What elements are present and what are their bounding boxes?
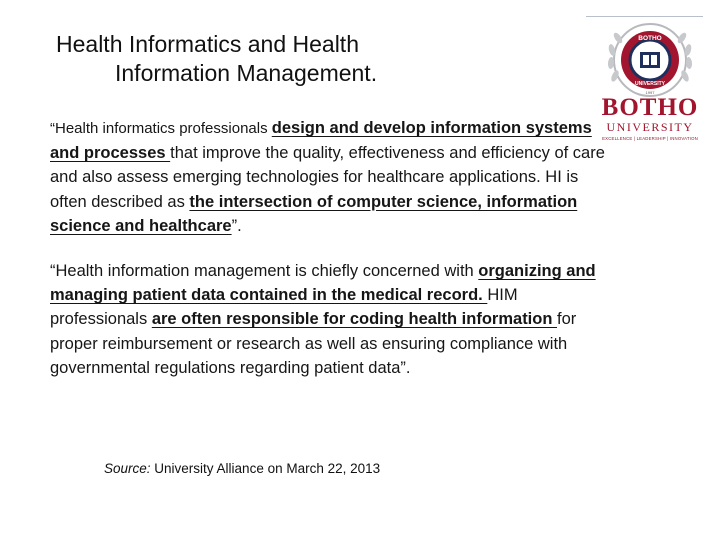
logo-subtitle: UNIVERSITY (606, 120, 694, 134)
paragraph2-text-2: HIM professionals (50, 286, 518, 329)
paragraph2-text-3: for proper reimbursement or research as well as ensuring compliance with governmental regulations regarding patient data”. (50, 310, 577, 377)
health-informatics-paragraph (50, 116, 605, 238)
health-information-management-paragraph (50, 259, 605, 380)
title-line-2: Information Management. (115, 60, 378, 86)
source-label: Source: (104, 461, 151, 476)
seal-bottom-text: UNIVERSITY (634, 81, 666, 87)
paragraph2-underline-1: organizing and managing patient data contained in the medical record. (50, 262, 596, 305)
logo-name: BOTHO (601, 94, 699, 121)
paragraph1-underline-1: design and develop information systems and processes (50, 119, 592, 163)
paragraph1-text-2: that improve the quality, effectiveness and efficiency of care and also assess emerging technologies for healthcare applications. HI is often described as (50, 144, 605, 211)
logo-tagline: EXCELLENCE | LEADERSHIP | INNOVATION (602, 136, 698, 141)
paragraph1-text-3: ”. (231, 216, 242, 235)
paragraph1-text-1: “Health informatics professionals (50, 120, 272, 137)
slide-title (0, 30, 480, 88)
logo-divider (586, 16, 703, 17)
seal-top-text: BOTHO (638, 35, 662, 42)
title-line-1: Health Informatics and Health (56, 31, 359, 57)
paragraph1-underline-2: the intersection of computer science, information science and healthcare (50, 192, 578, 235)
seal-year-text: 1997 (645, 90, 655, 95)
source-citation (104, 461, 380, 476)
paragraph2-text-1: “Health information management is chiefly concerned with (50, 262, 479, 280)
source-text: University Alliance on March 22, 2013 (150, 461, 381, 476)
paragraph2-underline-2: are often responsible for coding health information (151, 310, 558, 329)
